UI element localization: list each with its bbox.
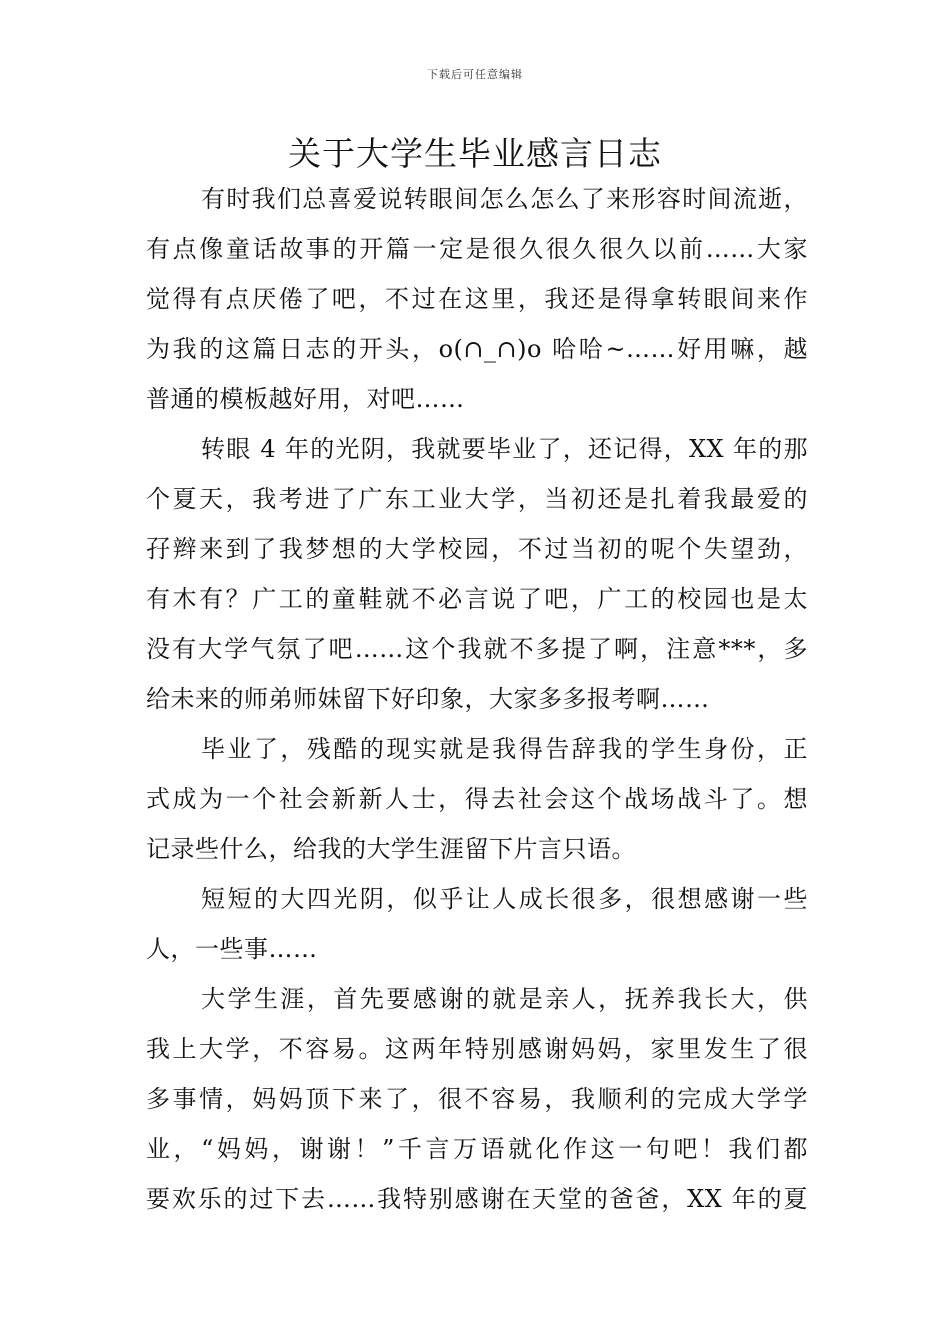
body-line: 给未来的师弟师妹留下好印象，大家多多报考啊……	[146, 685, 710, 713]
body-line: 孖辫来到了我梦想的大学校园，不过当初的呢个失望劲，	[146, 535, 808, 563]
body-line: 转眼 4 年的光阴，我就要毕业了，还记得，XX 年的那	[201, 435, 808, 463]
body-line: 有点像童话故事的开篇一定是很久很久很久以前……大家	[146, 235, 808, 263]
header-note: 下载后可任意编辑	[427, 68, 523, 81]
body-line: 大学生涯，首先要感谢的就是亲人，抚养我长大，供	[201, 985, 808, 1013]
body-line: 觉得有点厌倦了吧，不过在这里，我还是得拿转眼间来作	[146, 285, 808, 313]
body-line: 业，“妈妈，谢谢！”千言万语就化作这一句吧！我们都	[146, 1135, 808, 1163]
document-title: 关于大学生毕业感言日志	[288, 134, 662, 173]
body-line: 没有大学气氛了吧……这个我就不多提了啊，注意***，多	[146, 635, 808, 663]
body-line: 式成为一个社会新新人士，得去社会这个战场战斗了。想	[146, 785, 808, 813]
document-body	[146, 180, 808, 1230]
body-line: 多事情，妈妈顶下来了，很不容易，我顺利的完成大学学	[146, 1085, 808, 1113]
body-line: 毕业了，残酷的现实就是我得告辞我的学生身份，正	[201, 735, 808, 763]
body-line: 有木有？广工的童鞋就不必言说了吧，广工的校园也是太	[146, 585, 808, 613]
body-line: 人，一些事……	[146, 935, 318, 963]
body-line: 要欢乐的过下去……我特别感谢在天堂的爸爸，XX 年的夏	[146, 1185, 808, 1213]
body-line: 有时我们总喜爱说转眼间怎么怎么了来形容时间流逝，	[201, 185, 808, 213]
body-line: 个夏天，我考进了广东工业大学，当初还是扎着我最爱的	[146, 485, 808, 513]
body-line: 为我的这篇日志的开头，o(∩_∩)o 哈哈~……好用嘛，越	[146, 335, 808, 363]
body-line: 普通的模板越好用，对吧……	[146, 385, 465, 413]
body-line: 我上大学，不容易。这两年特别感谢妈妈，家里发生了很	[146, 1035, 808, 1063]
body-line: 短短的大四光阴，似乎让人成长很多，很想感谢一些	[201, 885, 808, 913]
body-line: 记录些什么，给我的大学生涯留下片言只语。	[146, 835, 636, 863]
